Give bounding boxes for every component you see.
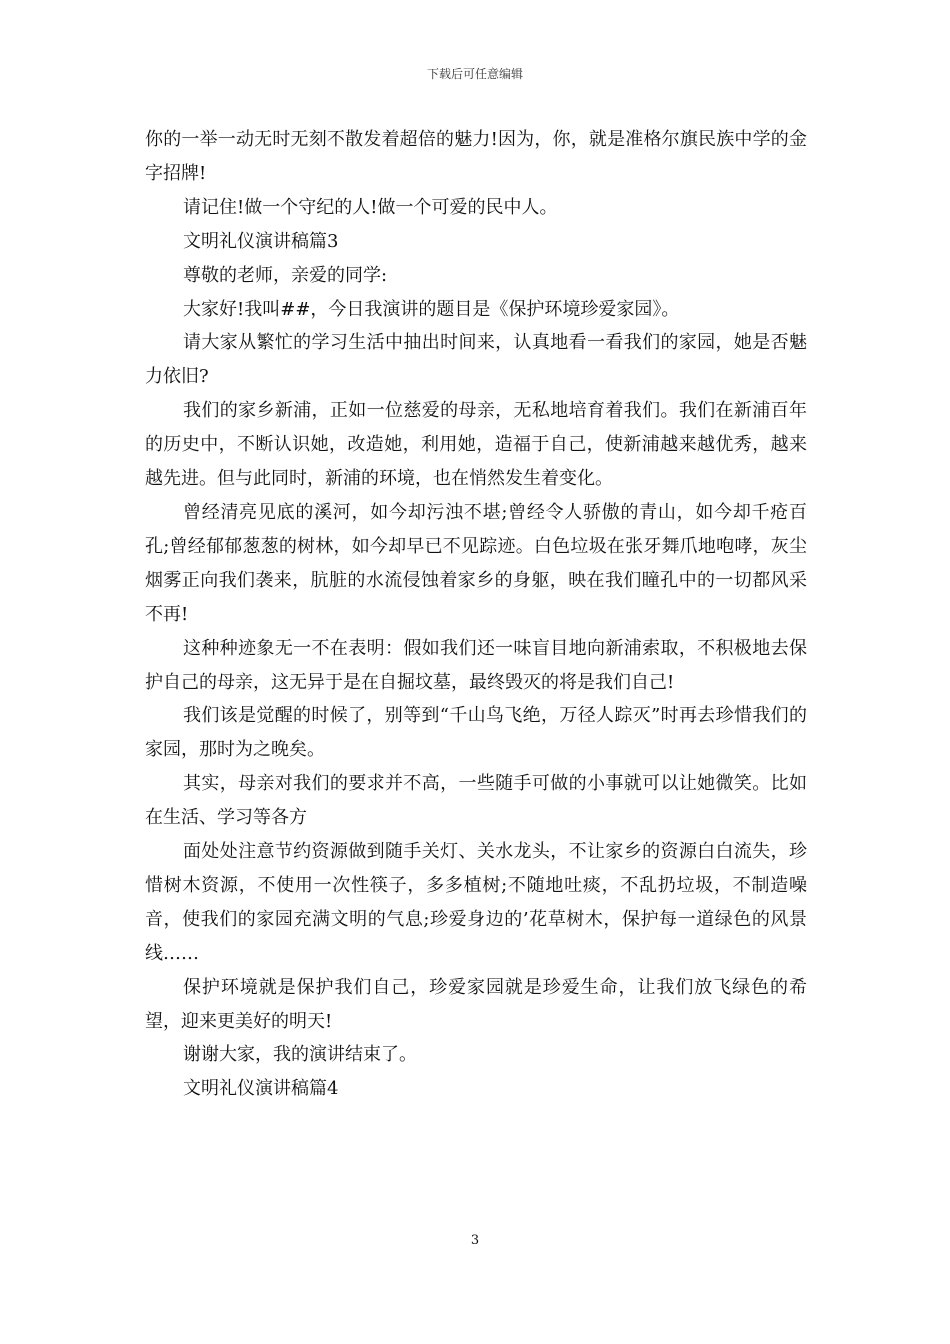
closing-line: 谢谢大家，我的演讲结束了。 <box>183 1044 417 1066</box>
paragraph: 我们的家乡新浦，正如一位慈爱的母亲，无私地培育着我们。我们在新浦百年的历史中，不断认识她，改造她，利用她，造福于自己，使新浦越来越优秀，越来越先进。但与此同时，新浦的环境，也在悄然发生着变化。 <box>145 400 807 490</box>
paragraph: 你的一举一动无时无刻不散发着超倍的魅力!因为，你，就是准格尔旗民族中学的金字招牌! <box>145 129 807 184</box>
section-heading: 文明礼仪演讲稿篇3 <box>183 230 339 252</box>
section-heading: 文明礼仪演讲稿篇4 <box>183 1078 339 1100</box>
document-body <box>145 123 807 1106</box>
paragraph: 请大家从繁忙的学习生活中抽出时间来，认真地看一看我们的家园，她是否魅力依旧? <box>145 332 807 388</box>
paragraph: 请记住!做一个守纪的人!做一个可爱的民中人。 <box>183 196 558 218</box>
salutation: 尊敬的老师，亲爱的同学: <box>183 264 388 286</box>
paragraph: 曾经清亮见底的溪河，如今却污浊不堪;曾经令人骄傲的青山，如今却千疮百孔;曾经郁郁葱葱的树林，如今却早已不见踪迹。白色垃圾在张牙舞爪地咆哮，灰尘烟雾正向我们袭来，肮脏的水流侵蚀着家乡的身躯，映在我们瞳孔中的一切都风采不再! <box>145 501 807 625</box>
paragraph: 保护环境就是保护我们自己，珍爱家园就是珍爱生命，让我们放飞绿色的希望，迎来更美好的明天! <box>145 976 807 1032</box>
page-header-note: 下载后可任意编辑 <box>426 67 523 81</box>
paragraph: 大家好!我叫##，今日我演讲的题目是《保护环境珍爱家园》。 <box>183 298 680 320</box>
page-number: 3 <box>470 1233 480 1248</box>
paragraph: 面处处注意节约资源做到随手关灯、关水龙头，不让家乡的资源白白流失，珍惜树木资源，不使用一次性筷子，多多植树;不随地吐痰，不乱扔垃圾，不制造噪音，使我们的家园充满文明的气息;珍爱身边的’花草树木，保护每一道绿色的风景线…… <box>145 841 807 964</box>
paragraph: 这种种迹象无一不在表明：假如我们还一味盲目地向新浦索取，不积极地去保护自己的母亲，这无异于是在自掘坟墓，最终毁灭的将是我们自己! <box>145 637 807 693</box>
paragraph: 其实，母亲对我们的要求并不高，一些随手可做的小事就可以让她微笑。比如在生活、学习等各方 <box>145 773 807 829</box>
paragraph: 我们该是觉醒的时候了，别等到“千山鸟飞绝，万径人踪灭”时再去珍惜我们的家园，那时为之晚矣。 <box>145 705 807 761</box>
